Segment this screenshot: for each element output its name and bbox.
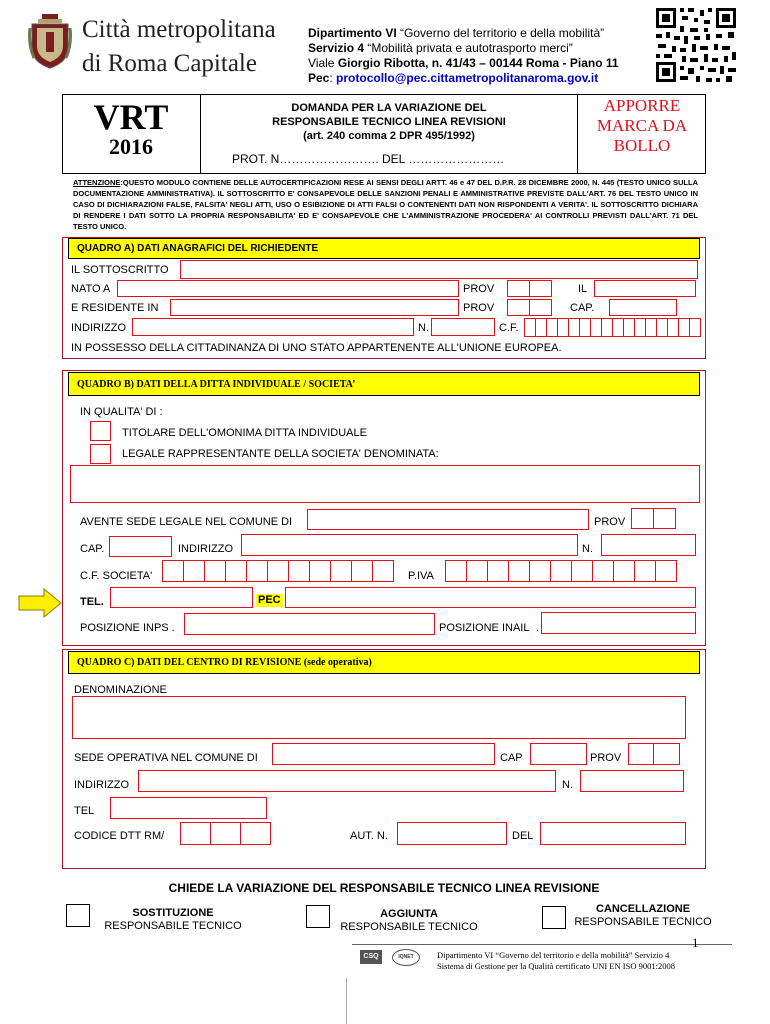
indirizzo-label: INDIRIZZO xyxy=(71,322,126,334)
c-cap-field[interactable] xyxy=(530,743,587,765)
sede-prov-cells[interactable] xyxy=(631,508,675,529)
department-name: “Governo del territorio e della mobilità” xyxy=(396,26,605,40)
inail-label: POSIZIONE INAIL xyxy=(439,622,530,634)
civico-label: N. xyxy=(418,322,429,334)
cap-label: CAP. xyxy=(570,302,595,314)
form-title-line3: (art. 240 comma 2 DPR 495/1992) xyxy=(303,130,475,142)
legale-label: LEGALE RAPPRESENTANTE DELLA SOCIETA' DENOMINATA: xyxy=(122,448,439,460)
b-cap-field[interactable] xyxy=(109,536,172,557)
pec-field[interactable] xyxy=(285,587,696,608)
cancellazione-checkbox[interactable] xyxy=(542,906,566,929)
cf-societa-cells[interactable] xyxy=(162,560,393,582)
pec-field-label: PEC xyxy=(258,594,281,606)
aut-label: AUT. N. xyxy=(350,830,388,842)
qr-code-icon xyxy=(654,6,738,84)
legale-checkbox[interactable] xyxy=(90,444,111,464)
cancellazione-line1: CANCELLAZIONE xyxy=(595,903,691,915)
service-prefix: Servizio 4 xyxy=(308,41,365,55)
sostituzione-line2: RESPONSABILE TECNICO xyxy=(104,920,242,932)
cf-societa-label: C.F. SOCIETA' xyxy=(80,570,153,582)
c-prov-cells[interactable] xyxy=(628,743,679,765)
footer-line1: Dipartimento VI “Governo del territorio e della mobilità” Servizio 4 xyxy=(437,950,670,960)
pec-email-link[interactable]: protocollo@pec.cittametropolitanaroma.gov.it xyxy=(336,71,599,85)
sostituzione-checkbox[interactable] xyxy=(66,904,90,927)
bottom-divider xyxy=(346,978,347,1024)
stamp-line1: APPORRE xyxy=(603,96,681,115)
stamp-line3: BOLLO xyxy=(613,136,671,155)
address: Giorgio Ribotta, n. 41/43 – 00144 Roma - Piano 11 xyxy=(337,56,619,70)
b-indirizzo-label: INDIRIZZO xyxy=(178,543,233,555)
inps-label: POSIZIONE INPS . xyxy=(80,622,175,634)
sede-legale-field[interactable] xyxy=(307,509,589,530)
piva-cells[interactable] xyxy=(445,560,676,582)
nato-prov-cells[interactable] xyxy=(507,280,551,297)
b-civico-label: N. xyxy=(582,543,593,555)
request-title: CHIEDE LA VARIAZIONE DEL RESPONSABILE TECNICO LINEA REVISIONE xyxy=(168,881,600,895)
il-label: IL xyxy=(578,283,588,295)
org-name-line2: di Roma Capitale xyxy=(82,50,257,77)
inps-field[interactable] xyxy=(184,613,435,635)
c-indirizzo-label: INDIRIZZO xyxy=(74,779,129,791)
aggiunta-line2: RESPONSABILE TECNICO xyxy=(340,921,478,933)
codice-dtt-label: CODICE DTT RM/ xyxy=(74,830,165,842)
birth-date-field[interactable] xyxy=(594,280,696,297)
address-prefix: Viale xyxy=(308,56,338,70)
cf-cells[interactable] xyxy=(524,318,700,337)
del-label: DEL xyxy=(512,830,534,842)
cert-logo-iqnet-icon xyxy=(392,949,420,966)
sede-prov-label: PROV xyxy=(594,516,626,528)
form-year: 2016 xyxy=(109,134,153,159)
org-name-line1: Città metropolitana xyxy=(82,16,276,43)
attention-arrow-icon xyxy=(18,588,62,618)
b-civico-field[interactable] xyxy=(601,534,696,556)
tel-field[interactable] xyxy=(110,587,253,608)
qualita-label: IN QUALITA' DI : xyxy=(80,406,163,418)
residente-field[interactable] xyxy=(170,299,459,316)
cap-field[interactable] xyxy=(609,299,677,316)
coat-of-arms-icon xyxy=(28,14,72,70)
sede-operativa-label: SEDE OPERATIVA NEL COMUNE DI xyxy=(74,752,258,764)
protocol-line: PROT. N……………………. DEL …………………… xyxy=(232,152,505,166)
sede-legale-label: AVENTE SEDE LEGALE NEL COMUNE DI xyxy=(80,516,293,528)
sostituzione-line1: SOSTITUZIONE xyxy=(132,907,214,919)
denominazione-label: DENOMINAZIONE xyxy=(74,684,167,696)
department-prefix: Dipartimento VI xyxy=(308,26,397,40)
inail-field[interactable] xyxy=(541,612,696,634)
form-title-line1: DOMANDA PER LA VARIAZIONE DEL xyxy=(291,102,487,114)
titolare-label: TITOLARE DELL'OMONIMA DITTA INDIVIDUALE xyxy=(122,427,367,439)
c-prov-label: PROV xyxy=(590,752,622,764)
page-number: 1 xyxy=(692,935,699,950)
b-indirizzo-field[interactable] xyxy=(241,534,578,556)
res-prov-cells[interactable] xyxy=(507,299,551,316)
denominazione-societa-field[interactable] xyxy=(70,465,700,503)
sottoscritto-label: IL SOTTOSCRITTO xyxy=(71,264,169,276)
footer-rule xyxy=(352,944,732,945)
attention-label: ATTENZIONE xyxy=(73,178,121,187)
department-line xyxy=(308,26,604,40)
indirizzo-field[interactable] xyxy=(132,318,414,336)
b-cap-label: CAP. xyxy=(80,543,105,555)
cert-csq-text: CSQ xyxy=(363,953,379,960)
attention-notice xyxy=(73,177,698,232)
sottoscritto-field[interactable] xyxy=(180,260,698,279)
attention-text: :QUESTO MODULO CONTIENE DELLE AUTOCERTIFICAZIONI RESE AI SENSI DEGLI ARTT. 46 e 47 DEL D.P.R. 28 DICEMBRE 2000, N. 445 (TESTO UNICO SULLA DOCUMENTAZIONE AMMINISTRATIVA). IL SOTTOSCRITTO E' CONSAPEVOLE DELLE SANZIONI PENALI E AMMINISTRATIVE PREVISTE DALL'ART. 76 DEL TESTO UNICO IN CASO DI DICHIARAZIONI FALSE, FALSITA' NEGLI ATTI, USO O ESIBIZIONE DI ATTI FALSI O CONTENENTI DATI NON RISPONDENTI A VERITA'. IL SOTTOSCRITTO DICHIARA DI RENDERE I DATI SOTTO LA PROPRIA RESPONSABILITA' ED E' CONSAPEVOLE CHE L'AMMINISTRAZIONE PROCEDERA' AI CONTROLLI PREVISTI DALL'ART. 71 DEL TESTO UNICO. xyxy=(73,178,698,231)
denominazione-field[interactable] xyxy=(72,696,686,739)
tel-label: TEL. xyxy=(80,596,104,608)
service-line xyxy=(308,41,573,55)
aggiunta-line1: AGGIUNTA xyxy=(380,908,438,920)
del-field[interactable] xyxy=(540,822,686,845)
c-tel-label: TEL xyxy=(74,805,95,817)
quadro-c-heading: QUADRO C) DATI DEL CENTRO DI REVISIONE (sede operativa) xyxy=(68,651,700,674)
piva-label: P.IVA xyxy=(408,570,434,582)
service-name: “Mobilità privata e autotrasporto merci” xyxy=(364,41,573,55)
nato-a-label: NATO A xyxy=(71,283,111,295)
quadro-b-heading: QUADRO B) DATI DELLA DITTA INDIVIDUALE / SOCIETA’ xyxy=(68,372,700,396)
civico-field[interactable] xyxy=(431,318,495,336)
residente-label: E RESIDENTE IN xyxy=(71,302,159,314)
cittadinanza-statement: IN POSSESSO DELLA CITTADINANZA DI UNO STATO APPARTENENTE ALL'UNIONE EUROPEA. xyxy=(71,342,562,354)
cancellazione-line2: RESPONSABILE TECNICO xyxy=(574,916,712,928)
c-civico-label: N. xyxy=(562,779,573,791)
c-tel-field[interactable] xyxy=(110,797,267,819)
pec-line: Pec: protocollo@pec.cittametropolitanaroma.gov.it xyxy=(308,71,599,85)
form-title-line2: RESPONSABILE TECNICO LINEA REVISIONI xyxy=(272,116,506,128)
titolare-checkbox[interactable] xyxy=(90,421,111,441)
c-cap-label: CAP xyxy=(500,752,523,764)
pec-label: Pec xyxy=(308,71,330,85)
c-indirizzo-field[interactable] xyxy=(138,770,556,792)
stamp-line2: MARCA DA xyxy=(596,116,688,135)
aggiunta-checkbox[interactable] xyxy=(306,905,330,928)
nato-a-field[interactable] xyxy=(117,280,459,297)
cert-iqnet-text: IQNET xyxy=(398,954,414,960)
codice-dtt-cells[interactable] xyxy=(180,822,270,845)
cf-label: C.F. xyxy=(499,322,519,334)
sede-operativa-field[interactable] xyxy=(272,743,495,765)
inail-dot: . xyxy=(536,622,540,634)
address-line xyxy=(308,56,619,70)
c-civico-field[interactable] xyxy=(580,770,684,792)
res-prov-label: PROV xyxy=(463,302,495,314)
quadro-a-heading: QUADRO A) DATI ANAGRAFICI DEL RICHIEDENTE xyxy=(68,238,700,259)
nato-prov-label: PROV xyxy=(463,283,495,295)
aut-field[interactable] xyxy=(397,822,507,845)
footer-line2: Sistema di Gestione per la Qualità certificato UNI EN ISO 9001:2008 xyxy=(437,961,675,971)
cert-logo-csq-icon xyxy=(360,950,382,964)
form-code: VRT xyxy=(93,97,169,137)
